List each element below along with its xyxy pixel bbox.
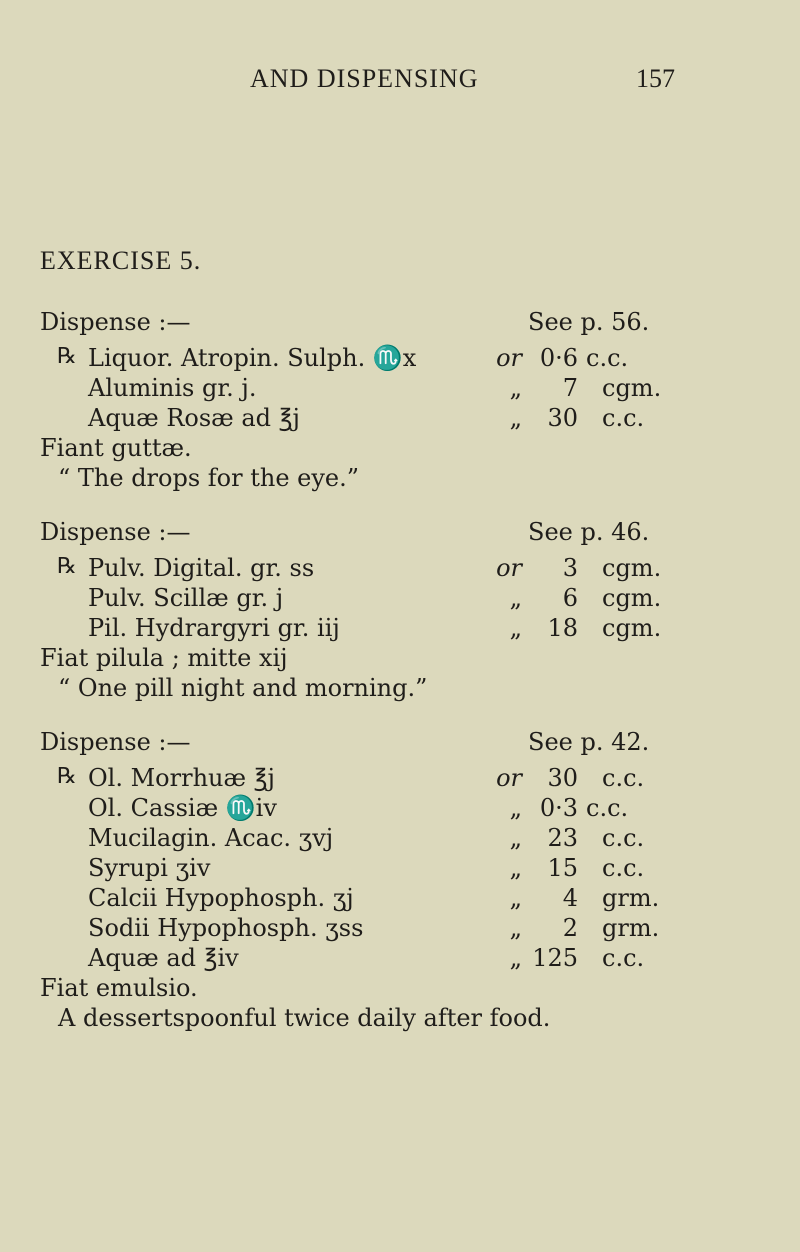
conversion-value: 3 bbox=[562, 554, 578, 582]
conversion-unit: cgm. bbox=[602, 584, 662, 612]
page-number: 157 bbox=[636, 64, 675, 93]
conversion-value: 0·6 bbox=[539, 344, 578, 372]
conversion-prefix: „ bbox=[509, 614, 522, 642]
exercise-title: EXERCISE 5. bbox=[40, 246, 202, 275]
closing-instruction: Fiant guttæ. bbox=[40, 434, 192, 462]
conversion-prefix: or bbox=[496, 764, 522, 792]
ingredient-name: Aluminis gr. j. bbox=[88, 374, 257, 402]
ingredient-name: Aquæ Rosæ ad ℥j bbox=[88, 404, 300, 432]
dispense-label: Dispense :— bbox=[40, 518, 191, 546]
conversion-prefix: „ bbox=[509, 914, 522, 942]
conversion-value: 30 bbox=[547, 404, 578, 432]
rx-symbol: ℞ bbox=[57, 554, 77, 579]
ingredient-name: Calcii Hypophosph. ʒj bbox=[88, 884, 354, 912]
conversion-prefix: „ bbox=[509, 884, 522, 912]
conversion-value: 15 bbox=[547, 854, 578, 882]
conversion-unit: c.c. bbox=[602, 854, 645, 882]
conversion-value: 18 bbox=[547, 614, 578, 642]
patient-direction: A dessertspoonful twice daily after food. bbox=[58, 1004, 551, 1032]
conversion-prefix: „ bbox=[509, 584, 522, 612]
conversion-unit: c.c. bbox=[586, 794, 629, 822]
conversion-prefix: or bbox=[496, 344, 522, 372]
conversion-unit: grm. bbox=[602, 884, 660, 912]
conversion-prefix: „ bbox=[509, 374, 522, 402]
rx-symbol: ℞ bbox=[57, 344, 77, 369]
conversion-value: 125 bbox=[532, 944, 578, 972]
closing-instruction: Fiat emulsio. bbox=[40, 974, 198, 1002]
conversion-prefix: „ bbox=[509, 794, 522, 822]
conversion-value: 4 bbox=[562, 884, 578, 912]
running-head: AND DISPENSING bbox=[250, 64, 479, 93]
conversion-value: 23 bbox=[547, 824, 578, 852]
ingredient-name: Pulv. Digital. gr. ss bbox=[88, 554, 315, 582]
conversion-value: 7 bbox=[562, 374, 578, 402]
conversion-prefix: or bbox=[496, 554, 522, 582]
conversion-unit: c.c. bbox=[602, 404, 645, 432]
see-reference: See p. 56. bbox=[528, 308, 650, 336]
conversion-unit: c.c. bbox=[586, 344, 629, 372]
conversion-prefix: „ bbox=[509, 824, 522, 852]
dispense-label: Dispense :— bbox=[40, 308, 191, 336]
ingredient-name: Pil. Hydrargyri gr. iij bbox=[88, 614, 340, 642]
conversion-value: 30 bbox=[547, 764, 578, 792]
ingredient-name: Liquor. Atropin. Sulph. ♏x bbox=[88, 344, 417, 372]
rx-symbol: ℞ bbox=[57, 764, 77, 789]
ingredient-name: Sodii Hypophosph. ʒss bbox=[88, 914, 364, 942]
ingredient-name: Mucilagin. Acac. ʒvj bbox=[88, 824, 334, 852]
conversion-value: 6 bbox=[562, 584, 578, 612]
conversion-unit: c.c. bbox=[602, 944, 645, 972]
conversion-prefix: „ bbox=[509, 944, 522, 972]
conversion-unit: grm. bbox=[602, 914, 660, 942]
conversion-prefix: „ bbox=[509, 404, 522, 432]
conversion-prefix: „ bbox=[509, 854, 522, 882]
dispense-label: Dispense :— bbox=[40, 728, 191, 756]
conversion-value: 0·3 bbox=[539, 794, 578, 822]
conversion-unit: c.c. bbox=[602, 824, 645, 852]
patient-direction: “ One pill night and morning.” bbox=[58, 674, 428, 702]
patient-direction: “ The drops for the eye.” bbox=[58, 464, 360, 492]
conversion-unit: cgm. bbox=[602, 614, 662, 642]
conversion-unit: c.c. bbox=[602, 764, 645, 792]
see-reference: See p. 46. bbox=[528, 518, 650, 546]
conversion-unit: cgm. bbox=[602, 554, 662, 582]
conversion-value: 2 bbox=[562, 914, 578, 942]
ingredient-name: Syrupi ʒiv bbox=[88, 854, 211, 882]
ingredient-name: Aquæ ad ℥iv bbox=[88, 944, 239, 972]
see-reference: See p. 42. bbox=[528, 728, 650, 756]
ingredient-name: Pulv. Scillæ gr. j bbox=[88, 584, 284, 612]
conversion-unit: cgm. bbox=[602, 374, 662, 402]
ingredient-name: Ol. Cassiæ ♏iv bbox=[88, 794, 277, 822]
closing-instruction: Fiat pilula ; mitte xij bbox=[40, 644, 288, 672]
ingredient-name: Ol. Morrhuæ ℥j bbox=[88, 764, 275, 792]
